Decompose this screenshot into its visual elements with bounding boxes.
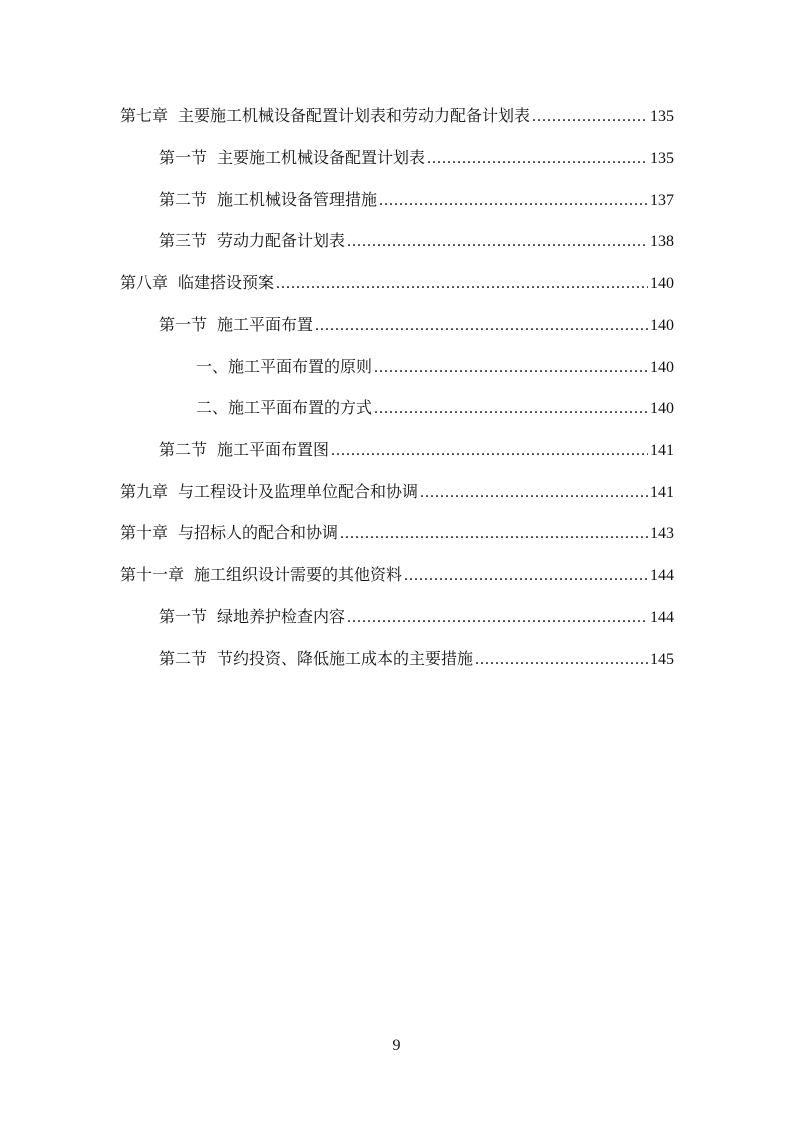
toc-entry-page: 145 bbox=[650, 651, 674, 668]
toc-entry-label: 第一节 bbox=[159, 607, 208, 626]
toc-entry-page: 140 bbox=[650, 317, 674, 334]
toc-entry-chapter-7[interactable] bbox=[120, 105, 674, 128]
toc-entry-title: 施工平面布置图 bbox=[217, 440, 330, 459]
toc-entry-title: 劳动力配备计划表 bbox=[217, 231, 346, 250]
toc-entry-page: 143 bbox=[650, 525, 674, 542]
dot-leader bbox=[374, 398, 648, 420]
toc-entry-page: 141 bbox=[650, 442, 674, 459]
toc-entry-label: 第一节 bbox=[159, 315, 208, 334]
dot-leader bbox=[340, 523, 648, 545]
toc-entry-label: 第十章 bbox=[120, 523, 169, 542]
dot-leader bbox=[532, 106, 648, 128]
toc-entry-title: 施工平面布置 bbox=[217, 315, 314, 334]
toc-entry-page: 137 bbox=[650, 192, 674, 209]
toc-entry-page: 144 bbox=[650, 609, 674, 626]
toc-entry-title: 二、施工平面布置的方式 bbox=[196, 398, 373, 417]
dot-leader bbox=[347, 607, 648, 629]
dot-leader bbox=[276, 273, 648, 295]
toc-entry-title: 与工程设计及监理单位配合和协调 bbox=[178, 482, 419, 501]
toc-entry-section-7-1[interactable] bbox=[159, 147, 674, 170]
toc-entry-title: 节约投资、降低施工成本的主要措施 bbox=[217, 649, 474, 668]
dot-leader bbox=[374, 357, 648, 379]
toc-entry-title: 主要施工机械设备配置计划表 bbox=[217, 148, 426, 167]
toc-entry-chapter-11[interactable] bbox=[120, 564, 674, 587]
toc-entry-title: 施工组织设计需要的其他资料 bbox=[194, 565, 403, 584]
toc-entry-label: 第二节 bbox=[159, 440, 208, 459]
toc-entry-page: 140 bbox=[650, 400, 674, 417]
toc-entry-section-11-2[interactable] bbox=[159, 648, 674, 671]
dot-leader bbox=[379, 190, 648, 212]
toc-entry-label: 第二节 bbox=[159, 190, 208, 209]
dot-leader bbox=[427, 148, 648, 170]
toc-entry-section-11-1[interactable] bbox=[159, 606, 674, 629]
toc-entry-label: 第十一章 bbox=[120, 565, 185, 584]
toc-entry-chapter-8[interactable] bbox=[120, 272, 674, 295]
toc-entry-title: 一、施工平面布置的原则 bbox=[196, 357, 373, 376]
dot-leader bbox=[404, 565, 648, 587]
toc-entry-page: 135 bbox=[650, 150, 674, 167]
toc-entry-label: 第三节 bbox=[159, 231, 208, 250]
dot-leader bbox=[315, 315, 648, 337]
toc-entry-section-8-2[interactable] bbox=[159, 439, 674, 462]
toc-entry-subsection-8-1-1[interactable] bbox=[196, 356, 674, 379]
dot-leader bbox=[331, 440, 648, 462]
toc-entry-page: 138 bbox=[650, 233, 674, 250]
toc-entry-section-7-2[interactable] bbox=[159, 189, 674, 212]
toc-entry-page: 140 bbox=[650, 275, 674, 292]
toc-entry-chapter-10[interactable] bbox=[120, 522, 674, 545]
toc-entry-page: 140 bbox=[650, 359, 674, 376]
toc-entry-section-8-1[interactable] bbox=[159, 314, 674, 337]
toc-entry-chapter-9[interactable] bbox=[120, 481, 674, 504]
toc-entry-page: 144 bbox=[650, 567, 674, 584]
dot-leader bbox=[475, 649, 648, 671]
toc-entry-title: 施工机械设备管理措施 bbox=[217, 190, 378, 209]
toc-entry-page: 135 bbox=[650, 108, 674, 125]
toc-entry-title: 绿地养护检查内容 bbox=[217, 607, 346, 626]
page-number: 9 bbox=[392, 1037, 401, 1054]
toc-entry-title: 与招标人的配合和协调 bbox=[178, 523, 339, 542]
toc-entry-label: 第二节 bbox=[159, 649, 208, 668]
dot-leader bbox=[420, 482, 648, 504]
toc-entry-section-7-3[interactable] bbox=[159, 230, 674, 253]
toc-entry-page: 141 bbox=[650, 484, 674, 501]
toc-entry-label: 第七章 bbox=[120, 106, 169, 125]
toc-entry-subsection-8-1-2[interactable] bbox=[196, 397, 674, 420]
toc-entry-title: 临建搭设预案 bbox=[178, 273, 275, 292]
toc-entry-label: 第八章 bbox=[120, 273, 169, 292]
dot-leader bbox=[347, 231, 648, 253]
toc-entry-label: 第一节 bbox=[159, 148, 208, 167]
toc-entry-label: 第九章 bbox=[120, 482, 169, 501]
toc-entry-title: 主要施工机械设备配置计划表和劳动力配备计划表 bbox=[178, 106, 531, 125]
